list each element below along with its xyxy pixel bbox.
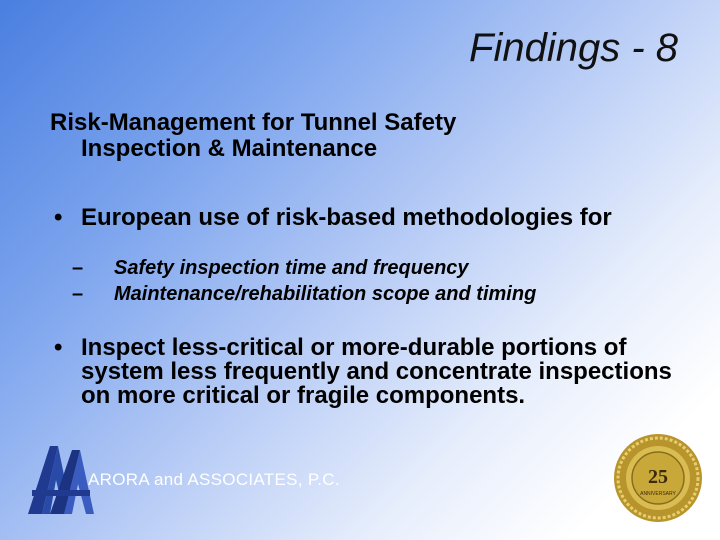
sub-bullet-item [72, 256, 469, 280]
subtitle-line-2: Inspection & Maintenance [81, 135, 378, 162]
slide-title: Findings - 8 [469, 26, 678, 70]
bullet-text: Inspect less-critical or more-durable portions of system less frequently and concentrate inspections on more critical or fragile components. [81, 334, 672, 409]
sub-bullet-text: Safety inspection time and frequency [114, 257, 469, 279]
aa-monogram-logo-icon [28, 440, 94, 514]
sub-bullet-marker: – [72, 283, 84, 305]
bullet-marker: • [54, 334, 63, 361]
company-name: ARORA and ASSOCIATES, P.C. [88, 470, 340, 489]
bullet-text: European use of risk-based methodologies for [81, 204, 612, 231]
anniversary-seal-icon [612, 432, 704, 524]
subtitle-line-1: Risk-Management for Tunnel Safety [50, 109, 457, 136]
sub-bullet-text: Maintenance/rehabilitation scope and timing [114, 283, 537, 305]
sub-bullet-item [72, 282, 536, 306]
svg-text:25: 25 [648, 466, 668, 488]
svg-text:ANNIVERSARY: ANNIVERSARY [640, 491, 676, 497]
bullet-marker: • [54, 204, 63, 231]
sub-bullet-marker: – [72, 257, 84, 279]
slide-subtitle [50, 110, 690, 162]
